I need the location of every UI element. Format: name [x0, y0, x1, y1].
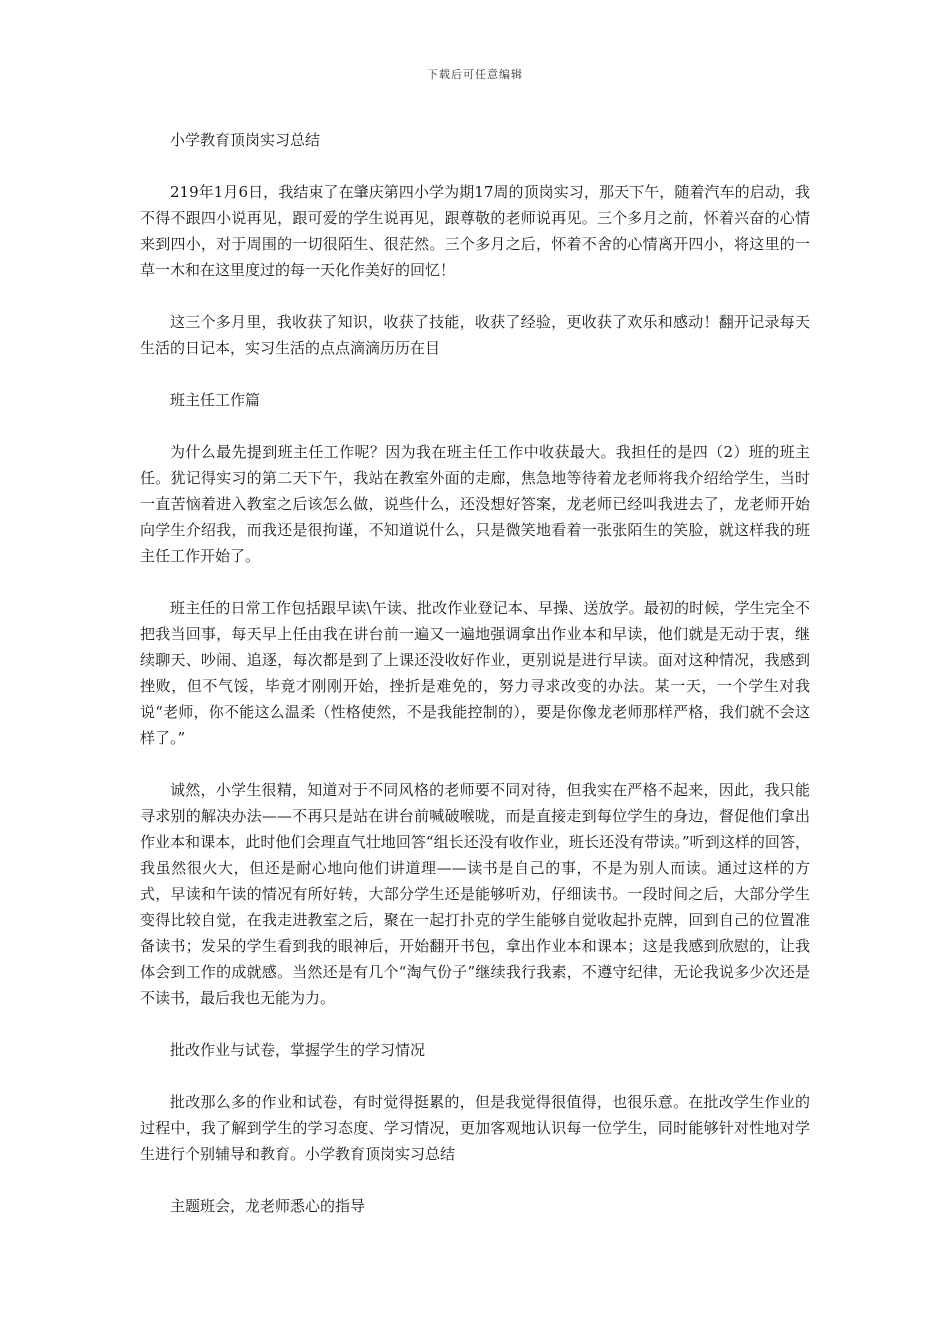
paragraph-daily-work: 班主任的日常工作包括跟早读\午读、批改作业登记本、早操、送放学。最初的时候，学生完全不把我当回事，每天早上任由我在讲台前一遍又一遍地强调拿出作业本和早读，他们就是无动于衷，继续聊天、吵闹、追逐，每次都是到了上课还没收好作业，更别说是进行早读。面对这种情况，我感到挫败，但不气馁，毕竟才刚刚开始，挫折是难免的，努力寻求改变的办法。某一天，一个学生对我说“老师，你不能这么温柔（性格使然，不是我能控制的），要是你像龙老师那样严格，我们就不会这样了。”	[140, 599, 810, 747]
section-heading-class-teacher: 班主任工作篇	[170, 391, 261, 409]
paragraph-harvest: 这三个多月里，我收获了知识，收获了技能，收获了经验，更收获了欢乐和感动！翻开记录每天生活的日记本，实习生活的点点滴滴历历在目	[140, 313, 810, 357]
paragraph-grading: 批改那么多的作业和试卷，有时觉得挺累的，但是我觉得很值得，也很乐意。在批改学生作业的过程中，我了解到学生的学习态度、学习情况，更加客观地认识每一位学生，同时能够针对性地对学生进行个别辅导和教育。小学教育顶岗实习总结	[140, 1093, 810, 1163]
section-heading-grading: 批改作业与试卷，掌握学生的学习情况	[170, 1041, 426, 1059]
paragraph-class-teacher-start: 为什么最先提到班主任工作呢？因为我在班主任工作中收获最大。我担任的是四（2）班的班主任。犹记得实习的第二天下午，我站在教室外面的走廊，焦急地等待着龙老师将我介绍给学生，当时一直苦恼着进入教室之后该怎么做，说些什么，还没想好答案，龙老师已经叫我进去了，龙老师开始向学生介绍我，而我还是很拘谨，不知道说什么，只是微笑地看着一张张陌生的笑脸，就这样我的班主任工作开始了。	[140, 443, 810, 565]
paragraph-solution: 诚然，小学生很精，知道对于不同风格的老师要不同对待，但我实在严格不起来，因此，我只能寻求别的解决办法——不再只是站在讲台前喊破喉咙，而是直接走到每位学生的身边，督促他们拿出作业本和课本，此时他们会理直气壮地回答“组长还没有收作业，班长还没有带读。”听到这样的回答，我虽然很火大，但还是耐心地向他们讲道理——读书是自己的事，不是为别人而读。通过这样的方式，早读和午读的情况有所好转，大部分学生还是能够听劝，仔细读书。一段时间之后，大部分学生变得比较自觉，在我走进教室之后，聚在一起打扑克的学生能够自觉收起扑克牌，回到自己的位置准备读书；发呆的学生看到我的眼神后，开始翻开书包，拿出作业本和课本；这是我感到欣慰的，让我体会到工作的成就感。当然还是有几个“淘气份子”继续我行我素，不遵守纪律，无论我说多少次还是不读书，最后我也无能为力。	[140, 781, 810, 1007]
section-heading-class-meeting: 主题班会，龙老师悉心的指导	[170, 1197, 366, 1215]
paragraph-intro: 219年1月6日，我结束了在肇庆第四小学为期17周的顶岗实习，那天下午，随着汽车的启动，我不得不跟四小说再见，跟可爱的学生说再见，跟尊敬的老师说再见。三个多月之前，怀着兴奋的心情来到四小，对于周围的一切很陌生、很茫然。三个多月之后，怀着不舍的心情离开四小，将这里的一草一木和在这里度过的每一天化作美好的回忆！	[140, 183, 810, 279]
document-body	[140, 127, 810, 1245]
document-title: 小学教育顶岗实习总结	[170, 131, 321, 149]
page-header: 下载后可任意编辑	[427, 68, 523, 81]
